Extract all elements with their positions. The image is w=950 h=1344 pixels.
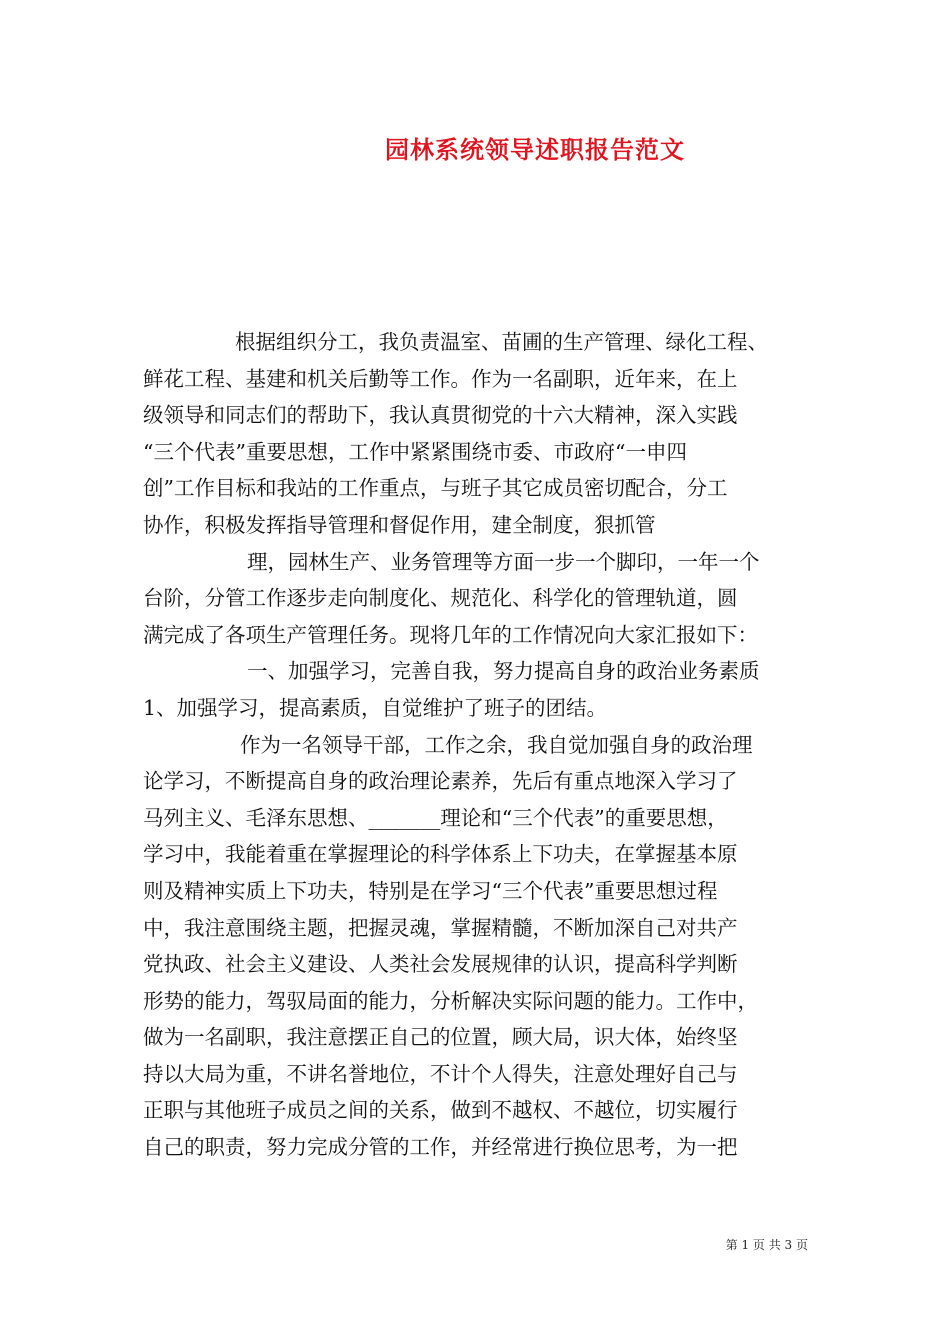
body-line: 自己的职责，努力完成分管的工作，并经常进行换位思考，为一把 xyxy=(143,1135,738,1160)
body-line: 理，园林生产、业务管理等方面一步一个脚印，一年一个 xyxy=(247,549,760,574)
body-line: 创”工作目标和我站的工作重点，与班子其它成员密切配合，分工 xyxy=(143,476,728,501)
body-line: 论学习，不断提高自身的政治理论素养，先后有重点地深入学习了 xyxy=(143,769,738,794)
body-line: 马列主义、毛泽东思想、_______理论和“三个代表”的重要思想， xyxy=(143,805,728,830)
document-body xyxy=(143,324,815,1166)
body-line: 正职与其他班子成员之间的关系，做到不越权、不越位，切实履行 xyxy=(143,1098,738,1123)
subsection-heading: 1、加强学习，提高素质，自觉维护了班子的团结。 xyxy=(143,695,608,720)
body-line: “三个代表”重要思想，工作中紧紧围绕市委、市政府“一申四 xyxy=(143,439,687,464)
body-line: 学习中，我能着重在掌握理论的科学体系上下功夫，在掌握基本原 xyxy=(143,842,738,867)
body-line: 协作，积极发挥指导管理和督促作用，建全制度，狠抓管 xyxy=(143,512,656,537)
body-line: 作为一名领导干部，工作之余，我自觉加强自身的政治理 xyxy=(240,732,753,757)
body-line: 鲜花工程、基建和机关后勤等工作。作为一名副职，近年来，在上 xyxy=(143,366,738,391)
body-line: 持以大局为重，不讲名誉地位，不计个人得失，注意处理好自己与 xyxy=(143,1061,738,1086)
section-heading: 一、加强学习，完善自我，努力提高自身的政治业务素质 xyxy=(247,659,760,684)
document-title: 园林系统领导述职报告范文 xyxy=(385,135,685,164)
body-line: 台阶，分管工作逐步走向制度化、规范化、科学化的管理轨道，圆 xyxy=(143,586,738,611)
body-line: 根据组织分工，我负责温室、苗圃的生产管理、绿化工程、 xyxy=(235,330,768,354)
body-line: 则及精神实质上下功夫，特别是在学习“三个代表”重要思想过程 xyxy=(143,878,718,903)
body-line: 满完成了各项生产管理任务。现将几年的工作情况向大家汇报如下： xyxy=(143,622,758,647)
body-line: 中，我注意围绕主题，把握灵魂，掌握精髓，不断加深自己对共产 xyxy=(143,915,738,940)
body-line: 级领导和同志们的帮助下，我认真贯彻党的十六大精神，深入实践 xyxy=(143,403,738,428)
body-line: 党执政、社会主义建设、人类社会发展规律的认识，提高科学判断 xyxy=(143,952,738,977)
body-line: 形势的能力，驾驭局面的能力，分析解决实际问题的能力。工作中， xyxy=(143,988,758,1013)
body-line: 做为一名副职，我注意摆正自己的位置，顾大局，识大体，始终坚 xyxy=(143,1025,738,1050)
page-number-footer: 第 1 页 共 3 页 xyxy=(725,1238,808,1252)
